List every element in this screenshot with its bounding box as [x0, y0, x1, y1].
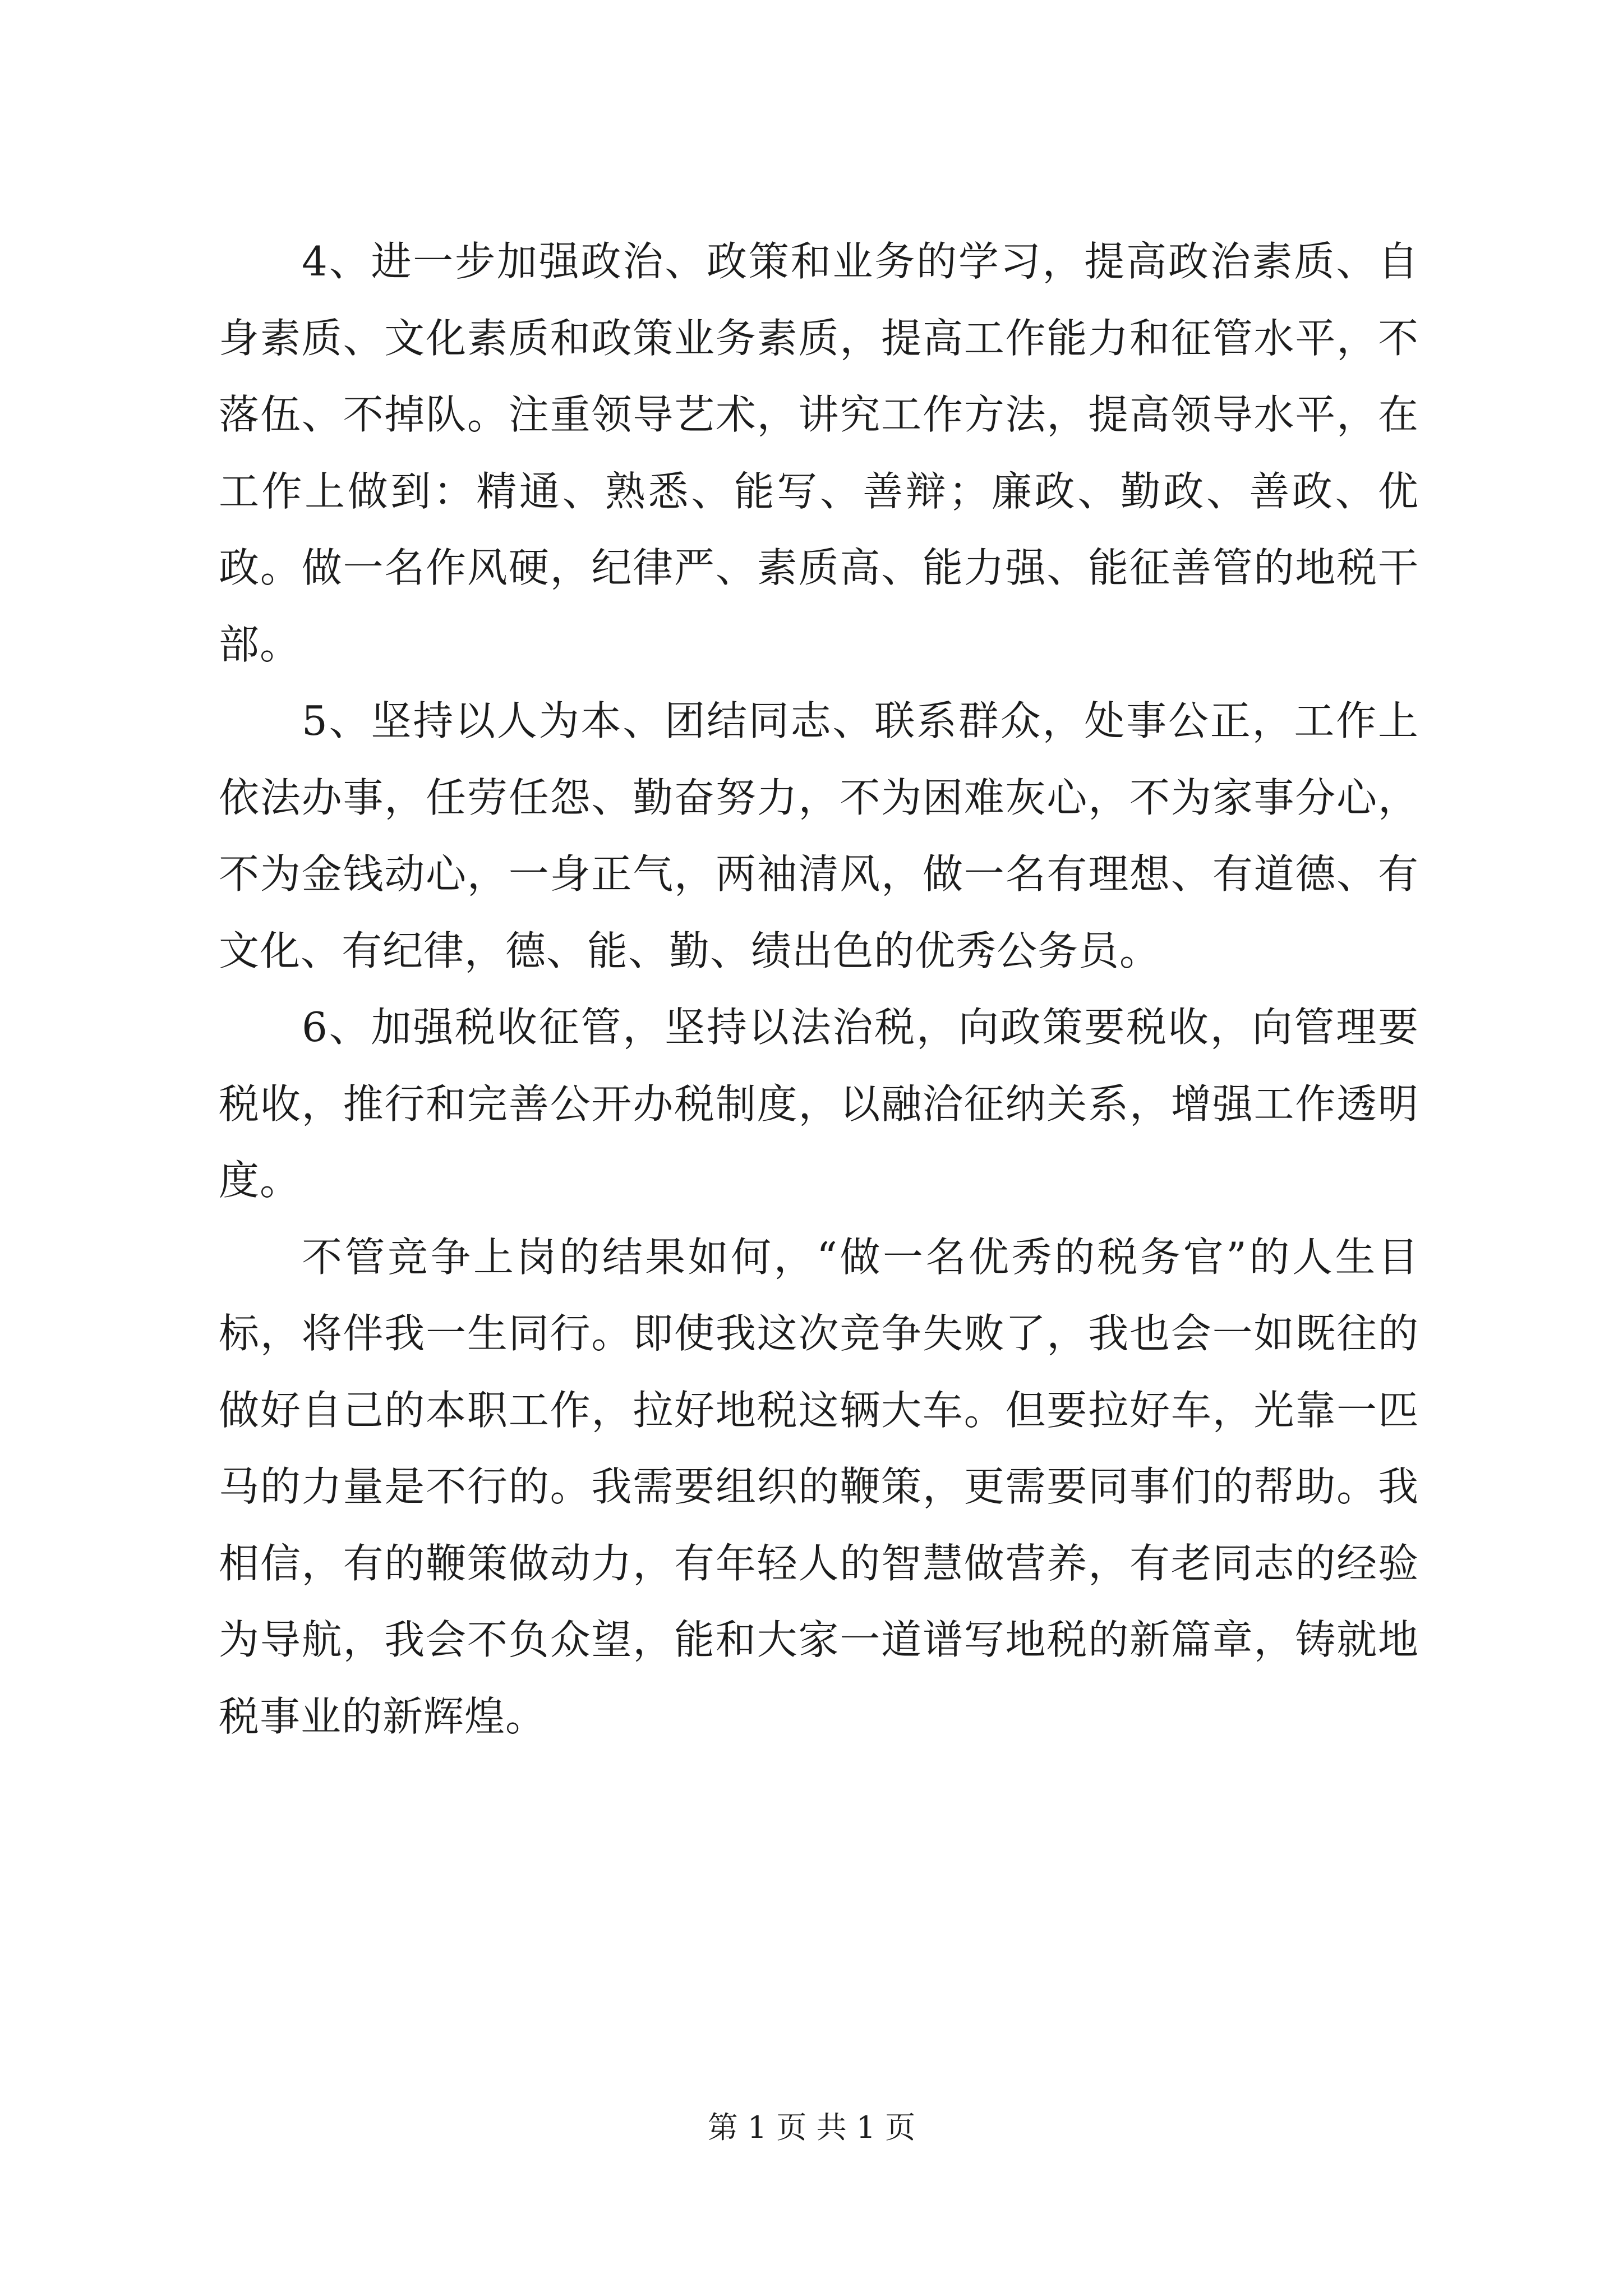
page-footer: 第 1 页 共 1 页 [707, 2110, 916, 2145]
paragraph-item-4: 4、进一步加强政治、政策和业务的学习，提高政治素质、自身素质、文化素质和政策业务素质，提高工作能力和征管水平，不落伍、不掉队。注重领导艺术，讲究工作方法，提高领导水平，在工作上做到：精通、熟悉、能写、善辩；廉政、勤政、善政、优政。做一名作风硬，纪律严、素质高、能力强、能征善管的地税干部。 [219, 238, 1419, 668]
paragraph-item-5: 5、坚持以人为本、团结同志、联系群众，处事公正，工作上依法办事，任劳任怨、勤奋努力，不为困难灰心，不为家事分心，不为金钱动心，一身正气，两袖清风，做一名有理想、有道德、有文化、有纪律，德、能、勤、绩出色的优秀公务员。 [219, 697, 1419, 974]
closing-paragraph: 不管竞争上岗的结果如何，“做一名优秀的税务官”的人生目标，将伴我一生同行。即使我这次竞争失败了，我也会一如既往的做好自己的本职工作，拉好地税这辆大车。但要拉好车，光靠一匹马的力量是不行的。我需要组织的鞭策，更需要同事们的帮助。我相信，有的鞭策做动力，有年轻人的智慧做营养，有老同志的经验为导航，我会不负众望，能和大家一道谱写地税的新篇章，铸就地税事业的新辉煌。 [219, 1233, 1419, 1740]
document-body [219, 223, 1419, 1755]
paragraph-item-6: 6、加强税收征管，坚持以法治税，向政策要税收，向管理要税收，推行和完善公开办税制度，以融洽征纳关系，增强工作透明度。 [219, 1004, 1419, 1204]
